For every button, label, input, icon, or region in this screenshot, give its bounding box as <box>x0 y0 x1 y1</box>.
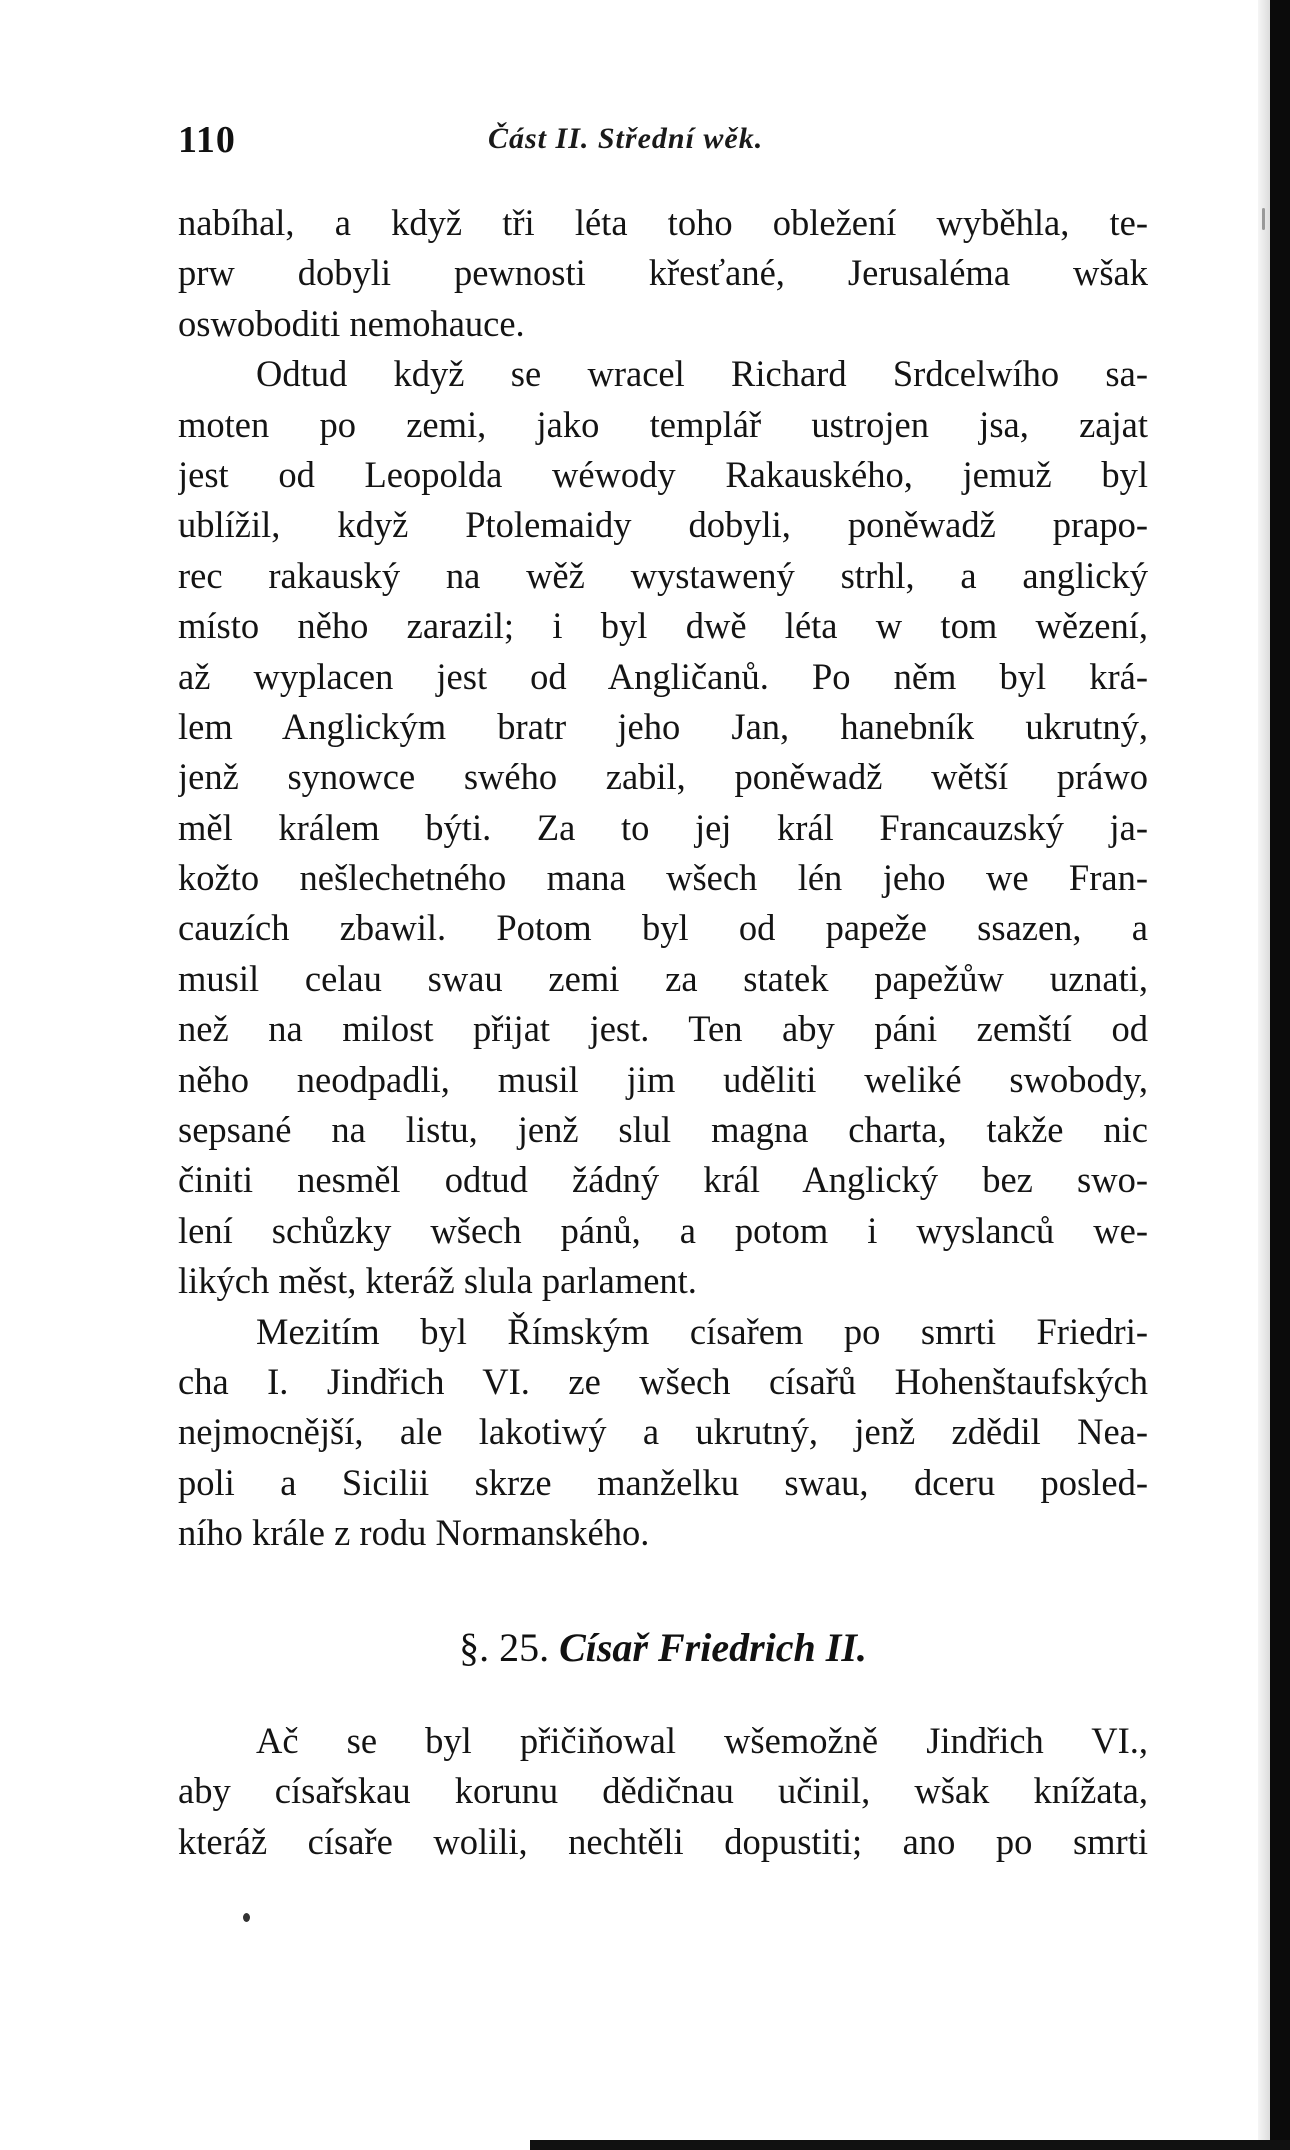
section-title: Císař Friedrich II. <box>559 1625 867 1670</box>
text-line: Ač se byl přičiňowal wšemožně Jindřich VI., <box>256 1720 1148 1761</box>
running-head: Část II. Střední wěk. <box>488 122 764 155</box>
body-text-lower <box>178 1716 1148 1867</box>
scan-border-right <box>1270 0 1290 2150</box>
text-line: ního krále z rodu Normanského. <box>178 1512 650 1554</box>
text-line: lení schůzky wšech pánů, a potom i wyslanců we- <box>178 1209 1148 1251</box>
text-line: měl králem býti. Za to jej král Francauzský ja- <box>178 806 1148 848</box>
text-line: činiti nesměl odtud žádný král Anglický bez swo- <box>178 1159 1148 1201</box>
text-line: aby císařskau korunu dědičnau učinil, wšak knížata, <box>178 1770 1148 1812</box>
page-header <box>178 118 1178 162</box>
body-text-upper <box>178 198 1148 1559</box>
ink-speck <box>1262 208 1265 230</box>
text-line: oswoboditi nemohauce. <box>178 302 525 344</box>
scan-border-bottom <box>530 2140 1290 2150</box>
text-line: Odtud když se wracel Richard Srdcelwího sa- <box>256 353 1148 395</box>
text-line: sepsané na listu, jenž slul magna charta, takže nic <box>178 1109 1148 1151</box>
text-line: ublížil, když Ptolemaidy dobyli, poněwadž prapo- <box>178 504 1148 546</box>
text-line: kožto nešlechetného mana wšech lén jeho we Fran- <box>178 857 1148 899</box>
text-line: jenž synowce swého zabil, poněwadž wětší práwo <box>178 756 1148 798</box>
ink-speck <box>243 1913 250 1922</box>
text-line: nejmocnější, ale lakotiwý a ukrutný, jenž zdědil Nea- <box>178 1411 1148 1453</box>
text-line: musil celau swau zemi za statek papežůw uznati, <box>178 957 1148 999</box>
text-line: než na milost přijat jest. Ten aby páni zemští od <box>178 1008 1148 1050</box>
section-heading <box>178 1620 1148 1676</box>
text-line: lem Anglickým bratr jeho Jan, hanebník ukrutný, <box>178 705 1148 747</box>
text-line: Mezitím byl Římským císařem po smrti Friedri- <box>256 1310 1148 1352</box>
text-line: rec rakauský na wěž wystawený strhl, a anglický <box>178 554 1148 596</box>
page-number: 110 <box>178 119 236 161</box>
page-edge <box>1258 0 1270 2150</box>
text-line: cauzích zbawil. Potom byl od papeže ssazen, a <box>178 907 1148 949</box>
text-line: cha I. Jindřich VI. ze wšech císařů Hohenštaufských <box>178 1360 1148 1402</box>
text-line: likých měst, kteráž slula parlament. <box>178 1260 697 1302</box>
text-line: nabíhal, a když tři léta toho obležení wyběhla, te- <box>178 202 1148 243</box>
text-line: něho neodpadli, musil jim uděliti weliké swobody, <box>178 1058 1148 1100</box>
text-line: moten po zemi, jako templář ustrojen jsa, zajat <box>178 403 1148 445</box>
text-line: jest od Leopolda wéwody Rakauského, jemuž byl <box>178 453 1148 495</box>
text-line: poli a Sicilii skrze manželku swau, dceru posled- <box>178 1461 1148 1503</box>
text-line: místo něho zarazil; i byl dwě léta w tom wězení, <box>178 605 1148 647</box>
text-line: prw dobyli pewnosti křesťané, Jerusaléma wšak <box>178 252 1148 294</box>
text-line: až wyplacen jest od Angličanů. Po něm byl krá- <box>178 655 1148 697</box>
section-number: §. 25. <box>459 1625 550 1670</box>
text-line: kteráž císaře wolili, nechtěli dopustiti; ano po smrti <box>178 1820 1148 1862</box>
